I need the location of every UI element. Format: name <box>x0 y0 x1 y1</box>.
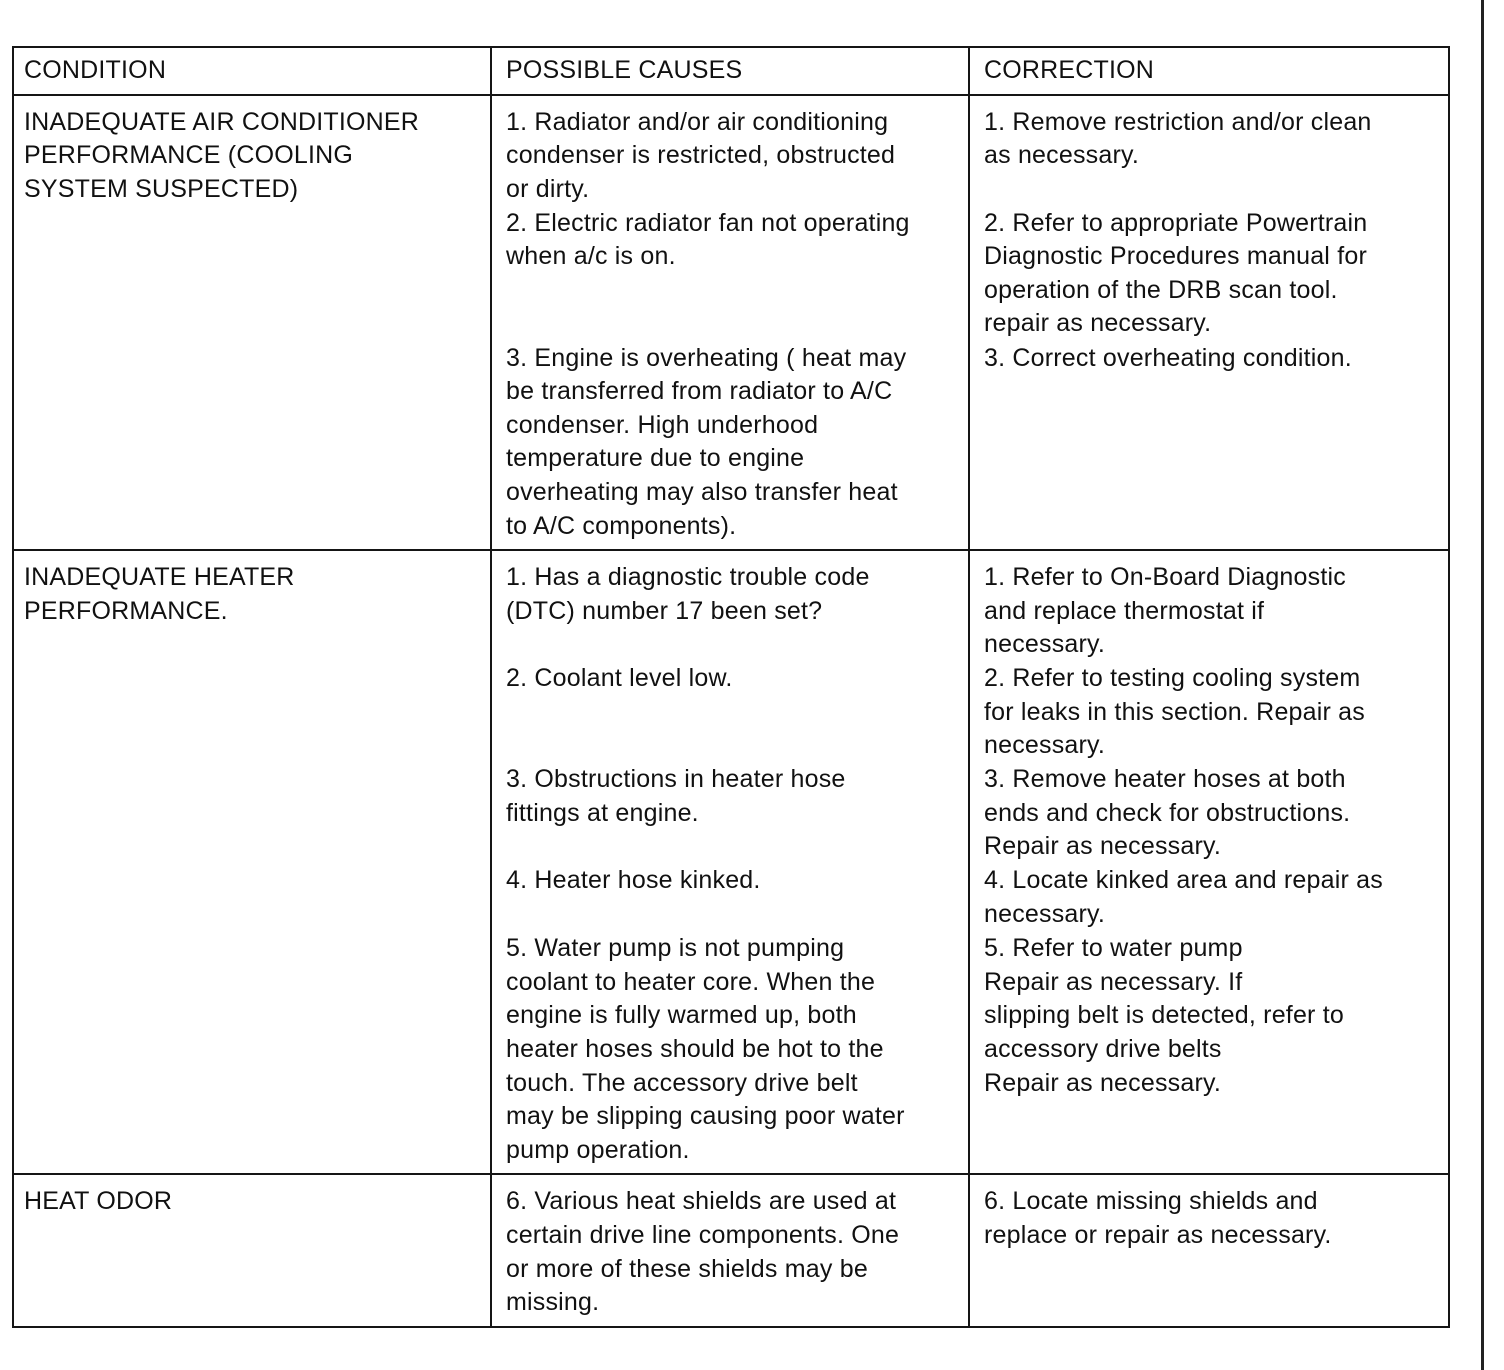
cause-item: 6. Various heat shields are used at certain drive line components. One or more of these shields may be missing. <box>506 1187 900 1317</box>
header-correction: CORRECTION <box>969 47 1449 95</box>
cause-item: 1. Has a diagnostic trouble code (DTC) number 17 been set? <box>506 563 870 625</box>
cause-item: 1. Radiator and/or air conditioning condenser is restricted, obstructed or dirty. <box>506 107 896 203</box>
cause-item: 4. Heater hose kinked. <box>506 866 761 895</box>
correction-item: 5. Refer to water pump Repair as necessary. If slipping belt is detected, refer to accessory drive belts Repair as necessary. <box>984 934 1344 1097</box>
correction-cell <box>969 1174 1449 1326</box>
table-row <box>13 1174 1449 1326</box>
correction-item: 2. Refer to testing cooling system for leaks in this section. Repair as necessary. <box>984 664 1365 760</box>
condition-cell <box>13 95 491 551</box>
correction-cell <box>969 95 1449 551</box>
cause-item: 2. Electric radiator fan not operating when a/c is on. <box>506 208 910 271</box>
page-edge-rule <box>1481 0 1484 1370</box>
table-header <box>13 47 1449 95</box>
condition-text: INADEQUATE HEATER PERFORMANCE. <box>24 563 295 625</box>
correction-item: 1. Refer to On-Board Diagnostic and replace thermostat if necessary. <box>984 563 1346 659</box>
condition-cell <box>13 550 491 1174</box>
condition-cell <box>13 1174 491 1326</box>
correction-item: 6. Locate missing shields and replace or repair as necessary. <box>984 1187 1332 1249</box>
condition-text: HEAT ODOR <box>24 1187 173 1216</box>
correction-item: 3. Correct overheating condition. <box>984 343 1352 372</box>
cause-item: 5. Water pump is not pumping coolant to heater core. When the engine is fully warmed up, both heater hoses should be hot to the touch. The accessory drive belt may be slipping causing poor water pump operation. <box>506 934 905 1164</box>
header-possible-causes: POSSIBLE CAUSES <box>491 47 969 95</box>
header-condition: CONDITION <box>13 47 491 95</box>
correction-cell <box>969 550 1449 1174</box>
correction-item: 3. Remove heater hoses at both ends and check for obstructions. Repair as necessary. <box>984 765 1351 861</box>
table-row <box>13 95 1449 551</box>
cause-item: 3. Engine is overheating ( heat may be transferred from radiator to A/C condenser. High underhood temperature due to engine overheating may also transfer heat to A/C components). <box>506 343 907 540</box>
correction-item: 2. Refer to appropriate Powertrain Diagnostic Procedures manual for operation of the DRB scan tool. repair as necessary. <box>984 208 1368 338</box>
causes-cell <box>491 550 969 1174</box>
cause-item: 3. Obstructions in heater hose fittings at engine. <box>506 765 846 827</box>
header-row <box>13 47 1449 95</box>
table-row <box>13 550 1449 1174</box>
causes-cell <box>491 95 969 551</box>
correction-item: 1. Remove restriction and/or clean as necessary. <box>984 107 1372 170</box>
correction-item: 4. Locate kinked area and repair as necessary. <box>984 866 1383 928</box>
condition-text: INADEQUATE AIR CONDITIONER PERFORMANCE (COOLING SYSTEM SUSPECTED) <box>24 107 420 203</box>
diagnosis-table <box>12 46 1450 1328</box>
causes-cell <box>491 1174 969 1326</box>
cause-item: 2. Coolant level low. <box>506 664 733 693</box>
